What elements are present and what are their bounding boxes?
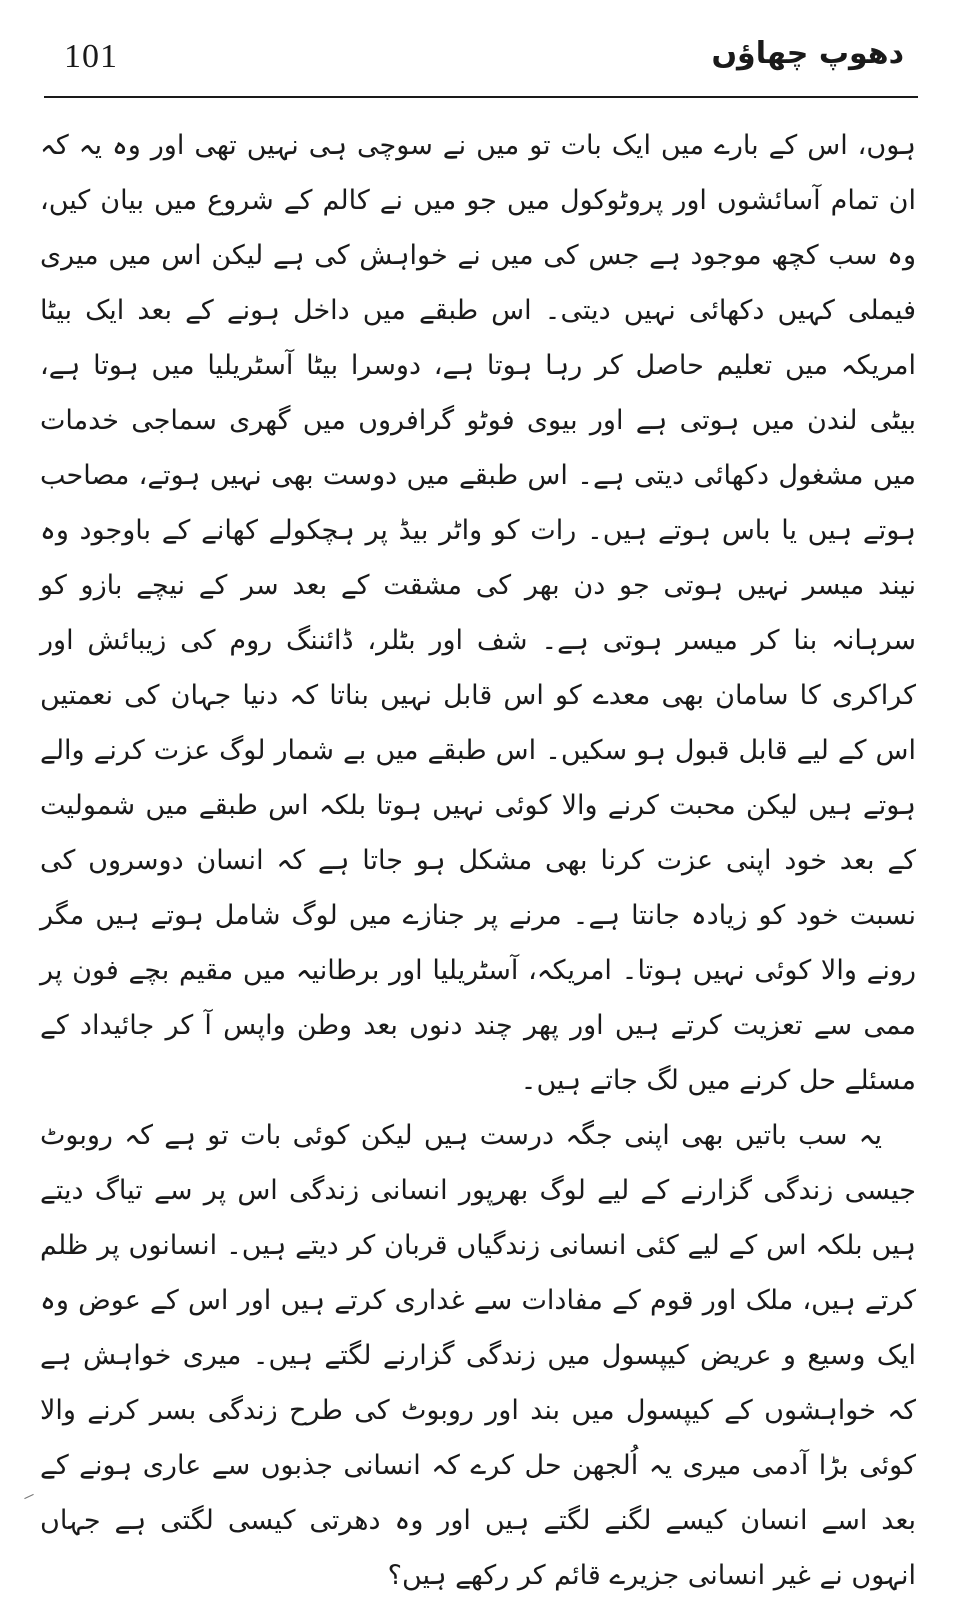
paragraph: ہوں، اس کے بارے میں ایک بات تو میں نے سوچی ہی نہیں تھی اور وہ یہ کہ ان تمام آسائشوں اور پروٹوکول میں جو میں نے کالم کے شروع میں بیان کیں، وہ سب کچھ موجود ہے جس کی میں نے خواہش کی ہے لیکن اس میں میری فیملی کہیں دکھائی نہیں دیتی۔ اس طبقے میں داخل ہونے کے بعد ایک بیٹا امریکہ میں تعلیم حاصل کر رہا ہوتا ہے، دوسرا بیٹا آسٹریلیا میں ہوتا ہے، بیٹی لندن میں ہوتی ہے اور بیوی فوٹو گرافروں میں گھری سماجی خدمات میں مشغول دکھائی دیتی ہے۔ اس طبقے میں دوست بھی نہیں ہوتے، مصاحب ہوتے ہیں یا باس ہوتے ہیں۔ رات کو واٹر بیڈ پر ہچکولے کھانے کے باوجود وہ نیند میسر نہیں ہوتی جو دن بھر کی مشقت کے بعد سر کے نیچے بازو کو سرہانہ بنا کر میسر ہوتی ہے۔ شف اور بٹلر، ڈائننگ روم کی زیبائش اور کراکری کا سامان بھی معدے کو اس قابل نہیں بناتا کہ دنیا جہان کی نعمتیں اس کے لیے قابل قبول ہو سکیں۔ اس طبقے میں بے شمار لوگ عزت کرنے والے ہوتے ہیں لیکن محبت کرنے والا کوئی نہیں ہوتا بلکہ اس طبقے میں شمولیت کے بعد خود اپنی عزت کرنا بھی مشکل ہو جاتا ہے کہ انسان دوسروں کی نسبت خود کو زیادہ جانتا ہے۔ مرنے پر جنازے میں لوگ شامل ہوتے ہیں مگر رونے والا کوئی نہیں ہوتا۔ امریکہ، آسٹریلیا اور برطانیہ میں مقیم بچے فون پر ممی سے تعزیت کرتے ہیں اور پھر چند دنوں بعد وطن واپس آ کر جائیداد کے مسئلے حل کرنے میں لگ جاتے ہیں۔ bbox=[40, 130, 916, 1096]
paragraph: یہ سب باتیں بھی اپنی جگہ درست ہیں لیکن کوئی بات تو ہے کہ روبوٹ جیسی زندگی گزارنے کے لیے لوگ بھرپور انسانی زندگی اس پر سے تیاگ دیتے ہیں بلکہ اس کے لیے کئی انسانی زندگیاں قربان کر دیتے ہیں۔ انسانوں پر ظلم کرتے ہیں، ملک اور قوم کے مفادات سے غداری کرتے ہیں اور اس کے عوض وہ ایک وسیع و عریض کیپسول میں زندگی گزارنے لگتے ہیں۔ میری خواہش ہے کہ خواہشوں کے کیپسول میں بند اور روبوٹ کی طرح زندگی بسر کرنے والا کوئی بڑا آدمی میری یہ اُلجھن حل کرے کہ انسانی جذبوں سے عاری ہونے کے بعد اسے انسان کیسے لگنے لگتے ہیں اور وہ دھرتی کیسی لگتی ہے جہاں انہوں نے غیر انسانی جزیرے قائم کر رکھے ہیں؟ bbox=[40, 1120, 916, 1591]
page-header bbox=[44, 30, 918, 98]
page-body bbox=[40, 118, 916, 1603]
scan-mark bbox=[24, 1494, 33, 1499]
running-title: دھوپ چھاؤں bbox=[711, 36, 904, 71]
page-number: 101 bbox=[64, 38, 118, 75]
header-divider bbox=[44, 96, 918, 98]
